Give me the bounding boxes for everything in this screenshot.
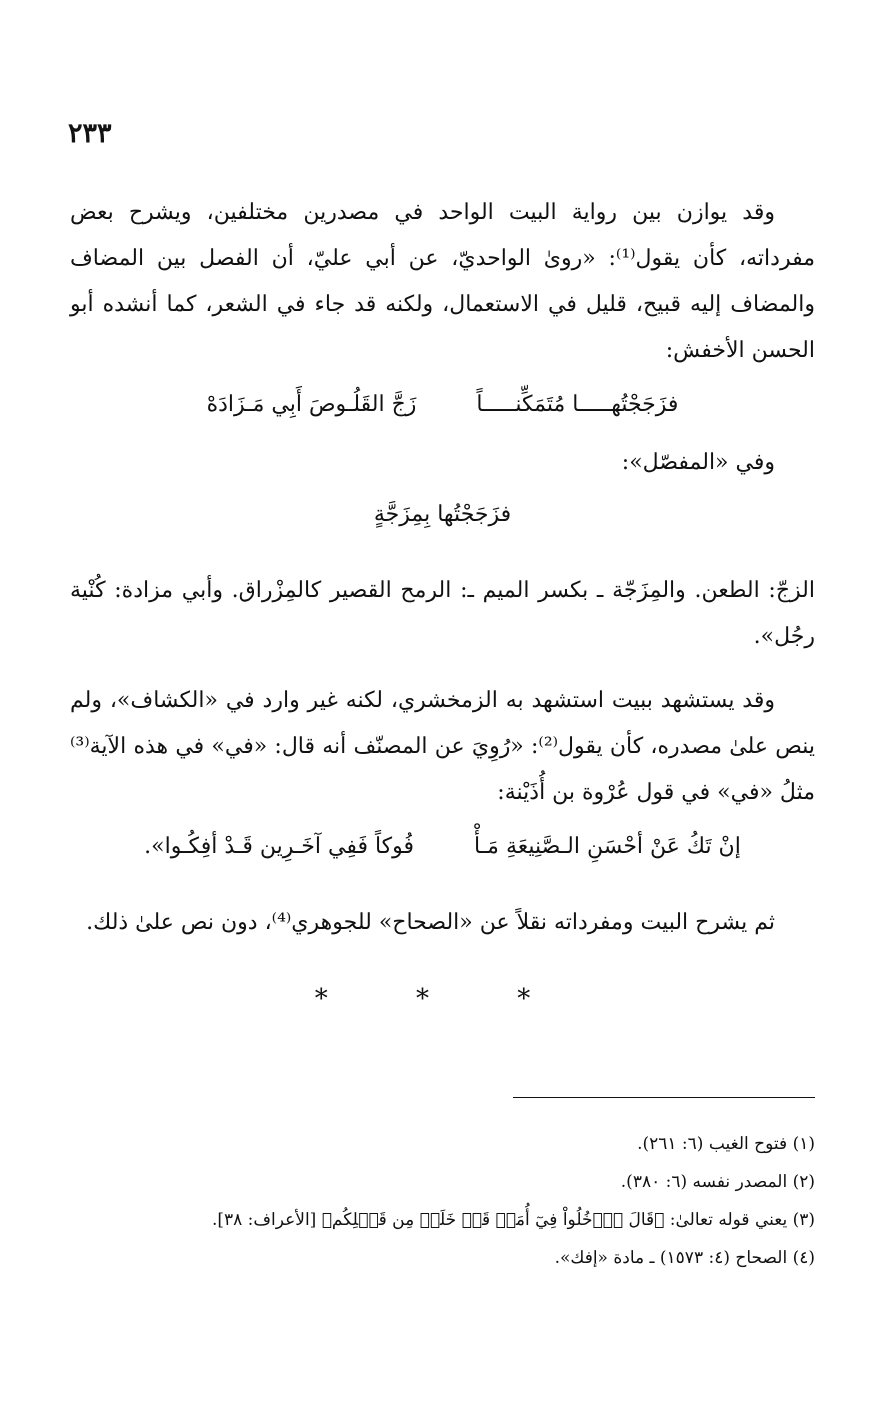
verse-1 xyxy=(70,380,815,430)
paragraph-1: وقد يوازن بين رواية البيت الواحد في مصدرين مختلفين، ويشرح بعض مفرداته، كأن يقول⁽¹⁾: «روىٰ الواحديّ، عن أبي عليّ، أن الفصل بين المضاف والمضاف إليه قبيح، قليل في الاستعمال، ولكنه قد جاء في الشعر، كما أنشده أبو الحسن الأخفش: xyxy=(70,200,815,363)
page-number: ٢٣٣ xyxy=(68,118,112,149)
verse-1-first-hemistich: فزَجَجْتُهـــــا مُتَمَكِّنـــــاً xyxy=(476,392,679,417)
verse-1-second-hemistich: زَجَّ القَلُـوصَ أَبِي مَـزَادَهْ xyxy=(206,392,417,417)
footnote-separator xyxy=(513,1097,815,1098)
paragraph-4: وقد يستشهد ببيت استشهد به الزمخشري، لكنه غير وارد في «الكشاف»، ولم ينص علىٰ مصدره، كأن يقول⁽²⁾: «رُوِيَ عن المصنّف أنه قال: «في» في هذه الآية⁽³⁾ مثلُ «في» في قول عُرْوة بن أُذَيْنة: xyxy=(70,688,815,805)
paragraph-2: وفي «المفصّل»: xyxy=(621,450,775,475)
footnote-3: (٣) يعني قوله تعالىٰ: ﴿قَالَ ٱدۡخُلُواْ فِيٓ أُمَمٖ قَدۡ خَلَتۡ مِن قَبۡلِكُم﴾ [الأعراف: ٣٨]. xyxy=(211,1210,815,1230)
footnotes xyxy=(70,1125,815,1277)
section-divider: * * * xyxy=(314,984,571,1014)
verse-3-second-hemistich: فُوكاً فَفِي آخَـرِين قَـدْ أفِكُـوا». xyxy=(144,834,415,859)
verse-2 xyxy=(70,490,815,540)
main-text xyxy=(70,190,815,1022)
footnote-4: (٤) الصحاح (٤: ١٥٧٣) ـ مادة «إفك». xyxy=(554,1248,815,1268)
verse-3 xyxy=(70,822,815,872)
footnote-2: (٢) المصدر نفسه (٦: ٣٨٠). xyxy=(620,1172,815,1192)
footnote-1: (١) فتوح الغيب (٦: ٢٦١). xyxy=(637,1134,815,1154)
paragraph-3: الزجّ: الطعن. والمِزَجّة ـ بكسر الميم ـ: الرمح القصير كالمِزْراق. وأبي مزادة: كُنْية رجُل». xyxy=(70,578,815,649)
paragraph-5: ثم يشرح البيت ومفرداته نقلاً عن «الصحاح» للجوهري⁽⁴⁾، دون نص علىٰ ذلك. xyxy=(86,910,775,935)
verse-2-hemistich: فزَجَجْتُها بِمِزَجَّةٍ xyxy=(373,502,512,527)
verse-3-first-hemistich: إنْ تَكُ عَنْ أحْسَنِ الـصَّنِيعَةِ مَـأْ xyxy=(474,834,741,859)
